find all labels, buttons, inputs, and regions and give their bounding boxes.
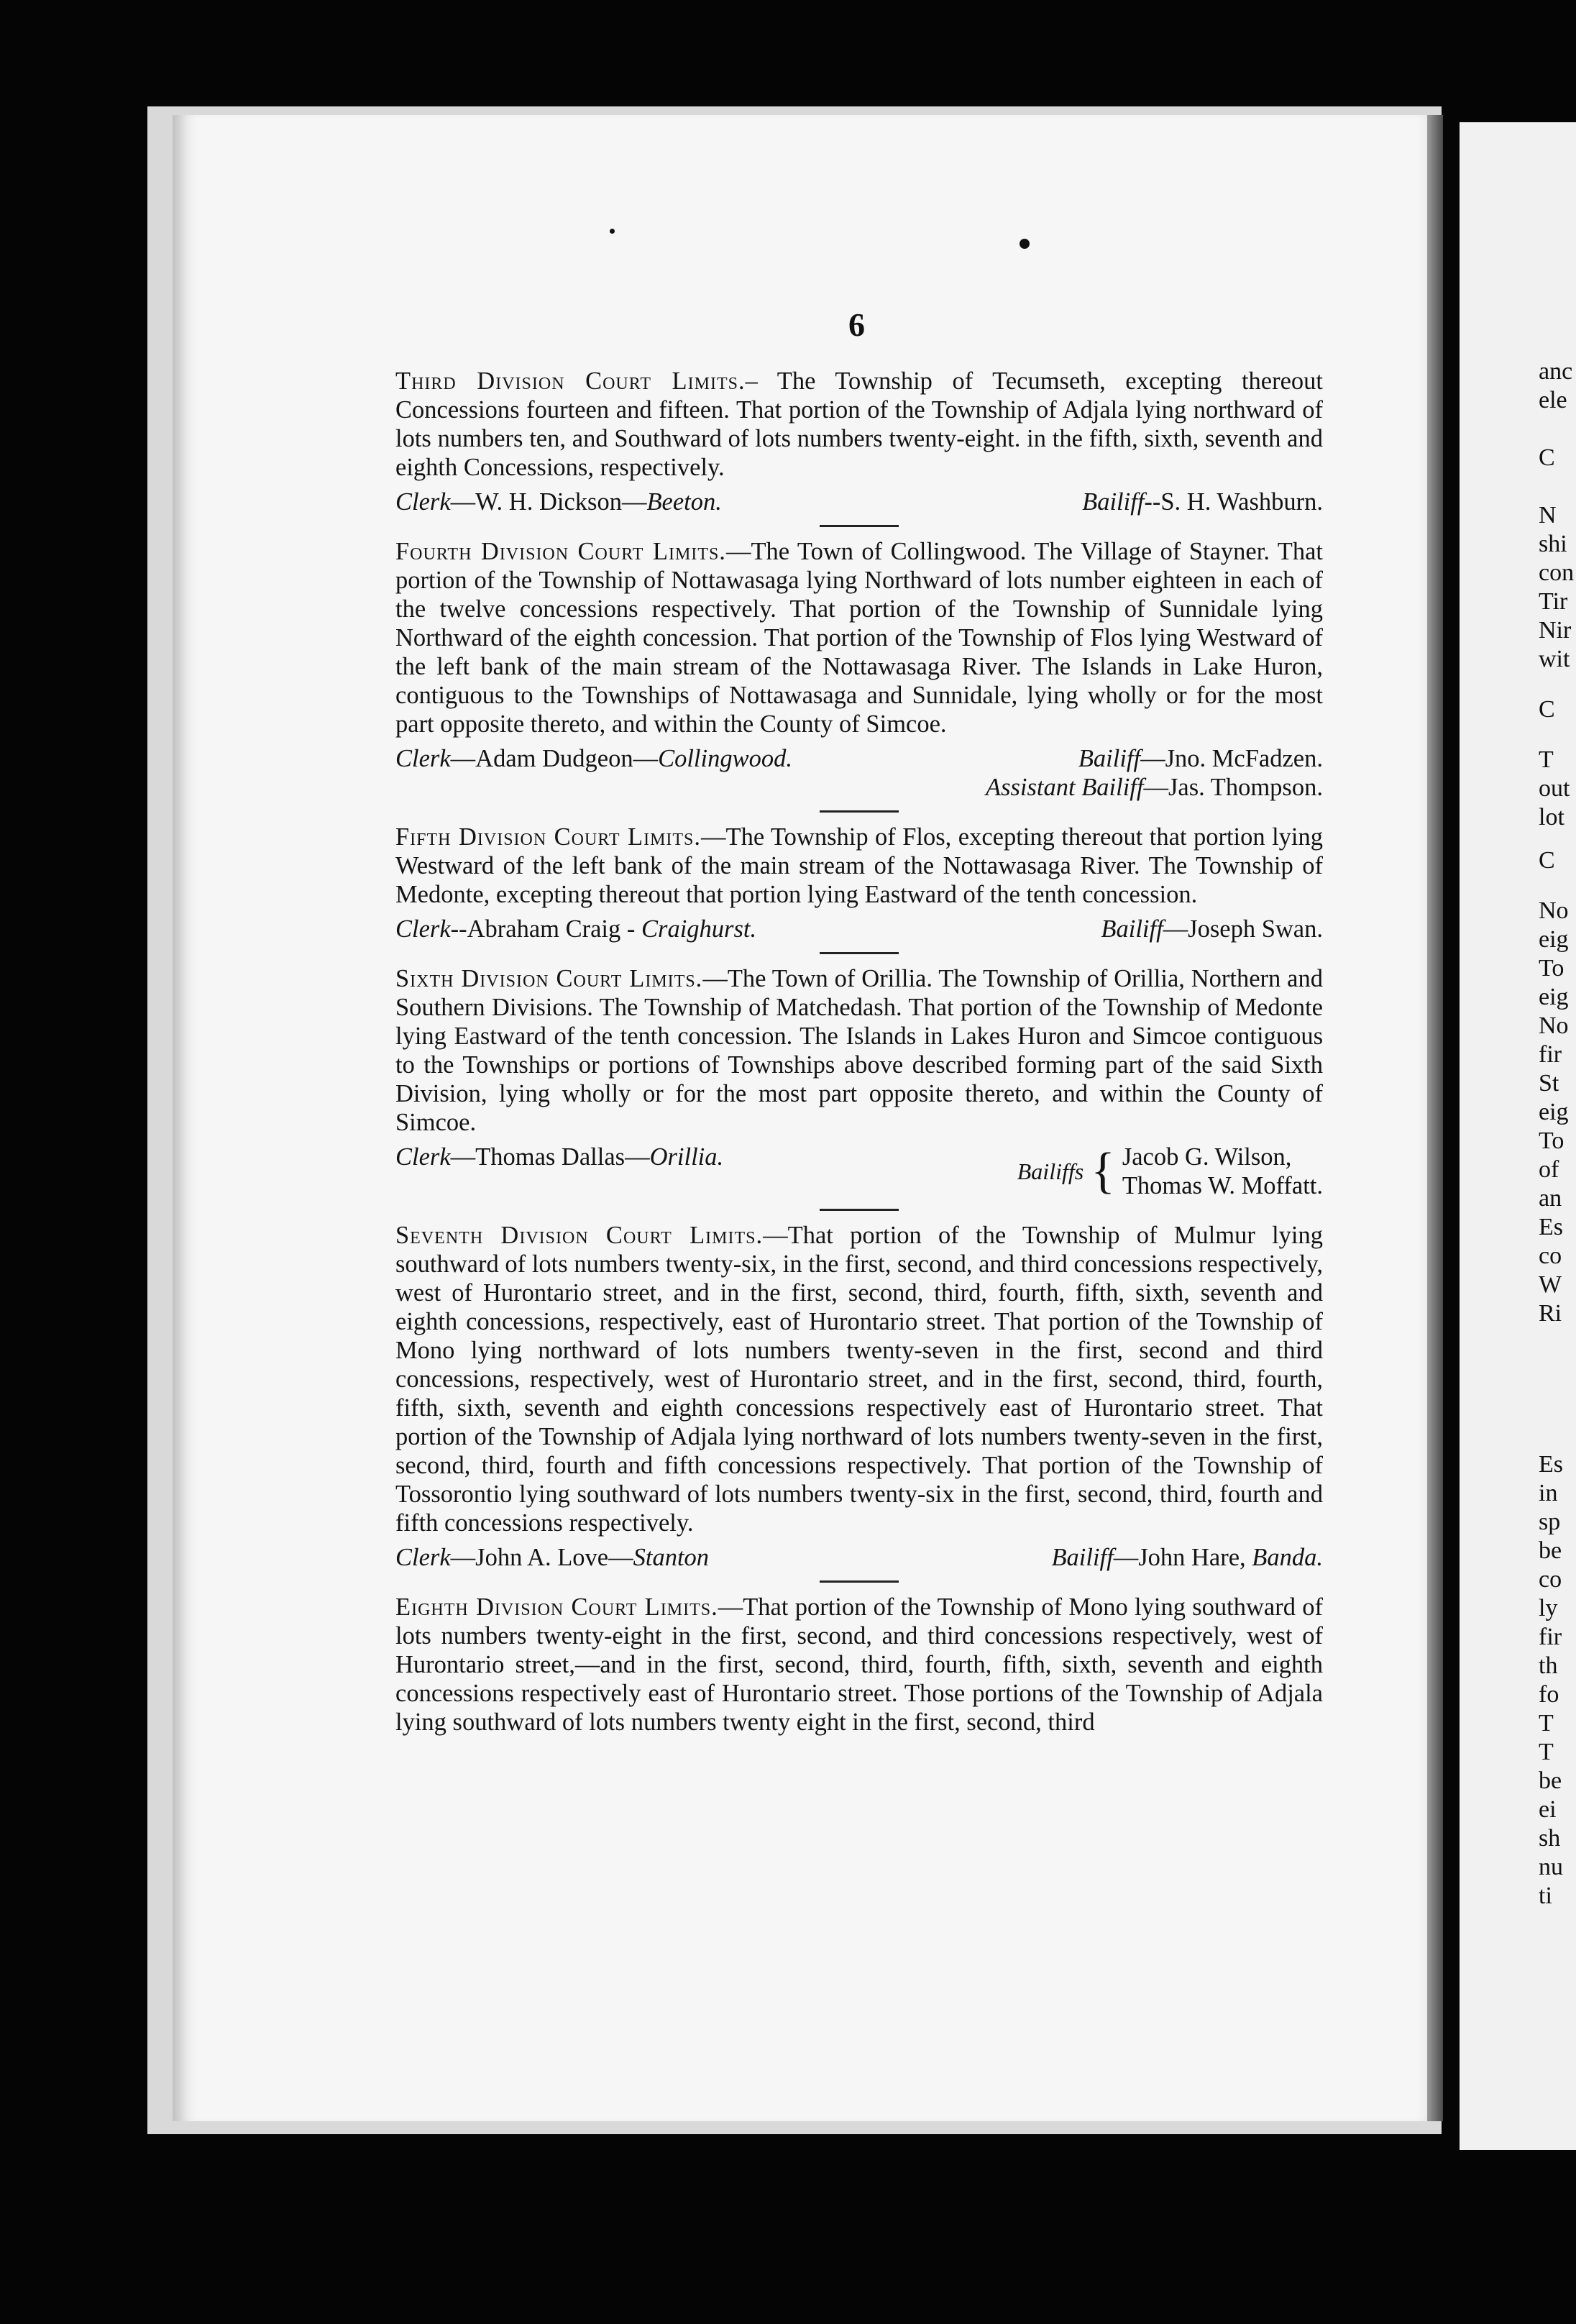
facing-page-fragment: be [1539, 1537, 1562, 1564]
brace-glyph: { [1091, 1143, 1115, 1199]
facing-page-fragment: N [1539, 502, 1557, 529]
facing-page-fragment: To [1539, 955, 1564, 982]
facing-page-fragment: wit [1539, 646, 1570, 672]
facing-page-fragment: C [1539, 847, 1555, 874]
facing-page-fragment: an [1539, 1185, 1562, 1212]
section-divider [820, 1580, 899, 1583]
facing-page-fragment: To [1539, 1127, 1564, 1154]
facing-page-fragment: Es [1539, 1214, 1563, 1240]
facing-page-fragment: out [1539, 775, 1570, 802]
facing-page-fragment: ly [1539, 1595, 1558, 1621]
bailiff-name: Jacob G. Wilson, [1122, 1143, 1292, 1171]
facing-page-fragment: Ri [1539, 1300, 1562, 1327]
facing-page-fragment: nu [1539, 1854, 1563, 1880]
section-divider [820, 810, 899, 813]
section-text: —The Town of Collingwood. The Village of Stayner. That portion of the Township of Nottawasaga lying Northward of lots number eighteen in each of the twelve concessions respectively. That portion of the Township of Sunnidale lying Northward of the eighth concession. That portion of the Township of Flos lying Westward of the left bank of the main stream of the Nottawasaga River. The Islands in Lake Huron, contiguous to the Townships of Nottawasaga and Sunnidale, lying wholly or for the most part opposite thereto, and within the County of Simcoe. [395, 538, 1323, 738]
division-section [395, 367, 1323, 516]
bailiff-line: Bailiff—Joseph Swan. [1101, 915, 1323, 943]
officials-row [395, 915, 1323, 943]
facing-page-fragment: be [1539, 1767, 1562, 1794]
section-heading: Third Division Court Limits. [395, 367, 746, 395]
facing-page-fragment: Nir [1539, 617, 1572, 644]
facing-page-fragment: No [1539, 1012, 1569, 1039]
ink-speck [610, 229, 615, 234]
ink-speck [1020, 239, 1030, 249]
clerk-line: Clerk—Thomas Dallas—Orillia. [395, 1143, 724, 1171]
officials-row [395, 1543, 1323, 1572]
facing-page-fragment: anc [1539, 358, 1573, 385]
facing-page-fragment: fir [1539, 1041, 1562, 1068]
facing-page-fragment: th [1539, 1652, 1558, 1679]
page-number: 6 [848, 306, 865, 343]
facing-page-fragment: sp [1539, 1509, 1561, 1535]
section-text: —The Town of Orillia. The Township of Orillia, Northern and Southern Divisions. The Township of Matchedash. That portion of the Township of Medonte lying Eastward of the tenth concession. The Islands in Lakes Huron and Simcoe contiguous to the Townships or portions of Townships above described forming part of the said Sixth Division, lying wholly or for the most part opposite thereto, and within the County of Simcoe. [395, 965, 1323, 1136]
section-text: —That portion of the Township of Mulmur lying southward of lots numbers twenty-six, in the first, second, and third concessions respectively, west of Hurontario street, and in the first, second, third, fourth, fifth, sixth, seventh and eighth concessions, respectively, east of Hurontario street. That portion of the Township of Mono lying northward of lots numbers twenty-seven in the first, second and third concessions, respectively, west of Hurontario street, and in the first, second, third, fourth, fifth, sixth, seventh and eighth concessions respectively east of Hurontario street. That portion of the Township of Adjala lying northward of lots numbers twenty-seven in the first, second, third, fourth and fifth concessions respectively. That portion of the Township of Tossorontio lying southward of lots numbers twenty-six in the first, second, third, fourth and fifth concessions respectively. [395, 1222, 1323, 1537]
section-heading: Seventh Division Court Limits. [395, 1222, 764, 1249]
facing-page-fragment: Tir [1539, 588, 1568, 615]
facing-page-fragment: fir [1539, 1624, 1562, 1650]
facing-page-fragment: shi [1539, 531, 1567, 557]
facing-page-fragment: eig [1539, 984, 1569, 1010]
division-section [395, 823, 1323, 943]
section-text: —That portion of the Township of Mono lying southward of lots numbers twenty-eight in the first, second, and third concessions respectively, west of Hurontario street,—and in the first, second, third, fourth, fifth, sixth, seventh and eighth concessions respectively east of Hurontario street. Those portions of the Township of Adjala lying southward of lots numbers twenty eight in the first, second, third [395, 1593, 1323, 1736]
facing-page-fragment: C [1539, 696, 1555, 723]
clerk-line: Clerk—John A. Love—Stanton [395, 1544, 710, 1571]
book-gutter [1427, 115, 1443, 2121]
facing-page-fragment: lot [1539, 804, 1564, 831]
facing-page-fragment: No [1539, 897, 1569, 924]
section-divider [820, 525, 899, 527]
facing-page-fragment: T [1539, 1739, 1554, 1765]
facing-page-fragment: in [1539, 1480, 1558, 1506]
division-section [395, 964, 1323, 1200]
facing-page-fragment: T [1539, 1710, 1554, 1737]
bailiff-name: Thomas W. Moffatt. [1122, 1172, 1323, 1199]
facing-page-fragment: eig [1539, 1099, 1569, 1125]
facing-page-fragment: co [1539, 1243, 1562, 1269]
facing-page-fragment: ti [1539, 1882, 1552, 1909]
officials-row [395, 488, 1323, 516]
facing-page-fragment: T [1539, 746, 1554, 773]
document-body [395, 367, 1323, 1737]
section-text: – The Township of Tecumseth, excepting thereout Concessions fourteen and fifteen. That portion of the Township of Adjala lying northward of lots numbers ten, and Southward of lots numbers twenty-eight. in the fifth, sixth, seventh and eighth Concessions, respectively. [395, 367, 1323, 481]
facing-page-fragment: ei [1539, 1796, 1557, 1823]
section-heading: Fifth Division Court Limits. [395, 823, 702, 851]
section-divider [820, 1209, 899, 1211]
bailiffs-group: Bailiffs { Jacob G. Wilson, Thomas W. Moffatt. [1017, 1143, 1323, 1199]
assistant-bailiff-line: Assistant Bailiff—Jas. Thompson. [986, 774, 1323, 801]
facing-page-fragment: Es [1539, 1451, 1563, 1478]
facing-page-fragment: con [1539, 559, 1575, 586]
section-divider [820, 952, 899, 954]
facing-page-fragment: C [1539, 444, 1555, 471]
section-text: —The Township of Flos, excepting thereout that portion lying Westward of the left bank of the main stream of the Nottawasaga River. The Township of Medonte, excepting thereout that portion lying Eastward of the tenth concession. [395, 823, 1324, 908]
officials-row [395, 744, 1323, 802]
facing-page-fragment: co [1539, 1566, 1562, 1593]
facing-page-fragment: ele [1539, 387, 1567, 413]
clerk-line: Clerk—Adam Dudgeon—Collingwood. [395, 745, 792, 772]
facing-page-fragment: W [1539, 1271, 1562, 1298]
division-section [395, 537, 1323, 802]
clerk-line: Clerk--Abraham Craig - Craighurst. [395, 915, 757, 943]
section-heading: Sixth Division Court Limits. [395, 965, 703, 992]
clerk-line: Clerk—W. H. Dickson—Beeton. [395, 488, 722, 516]
facing-page-fragment: of [1539, 1156, 1559, 1183]
division-section [395, 1593, 1323, 1737]
bailiff-line: Bailiff—John Hare, Banda. [1051, 1544, 1323, 1571]
bailiff-line: Bailiff--S. H. Washburn. [1082, 488, 1323, 516]
officials-row [395, 1143, 1323, 1200]
division-section [395, 1221, 1323, 1572]
facing-page-fragment: eig [1539, 926, 1569, 953]
bailiff-line: Bailiff—Jno. McFadzen. [1078, 745, 1323, 772]
section-heading: Fourth Division Court Limits. [395, 538, 726, 565]
facing-page-fragment: St [1539, 1070, 1559, 1097]
section-heading: Eighth Division Court Limits. [395, 1593, 718, 1621]
facing-page-fragment: fo [1539, 1681, 1559, 1708]
facing-page-fragment: sh [1539, 1825, 1561, 1852]
